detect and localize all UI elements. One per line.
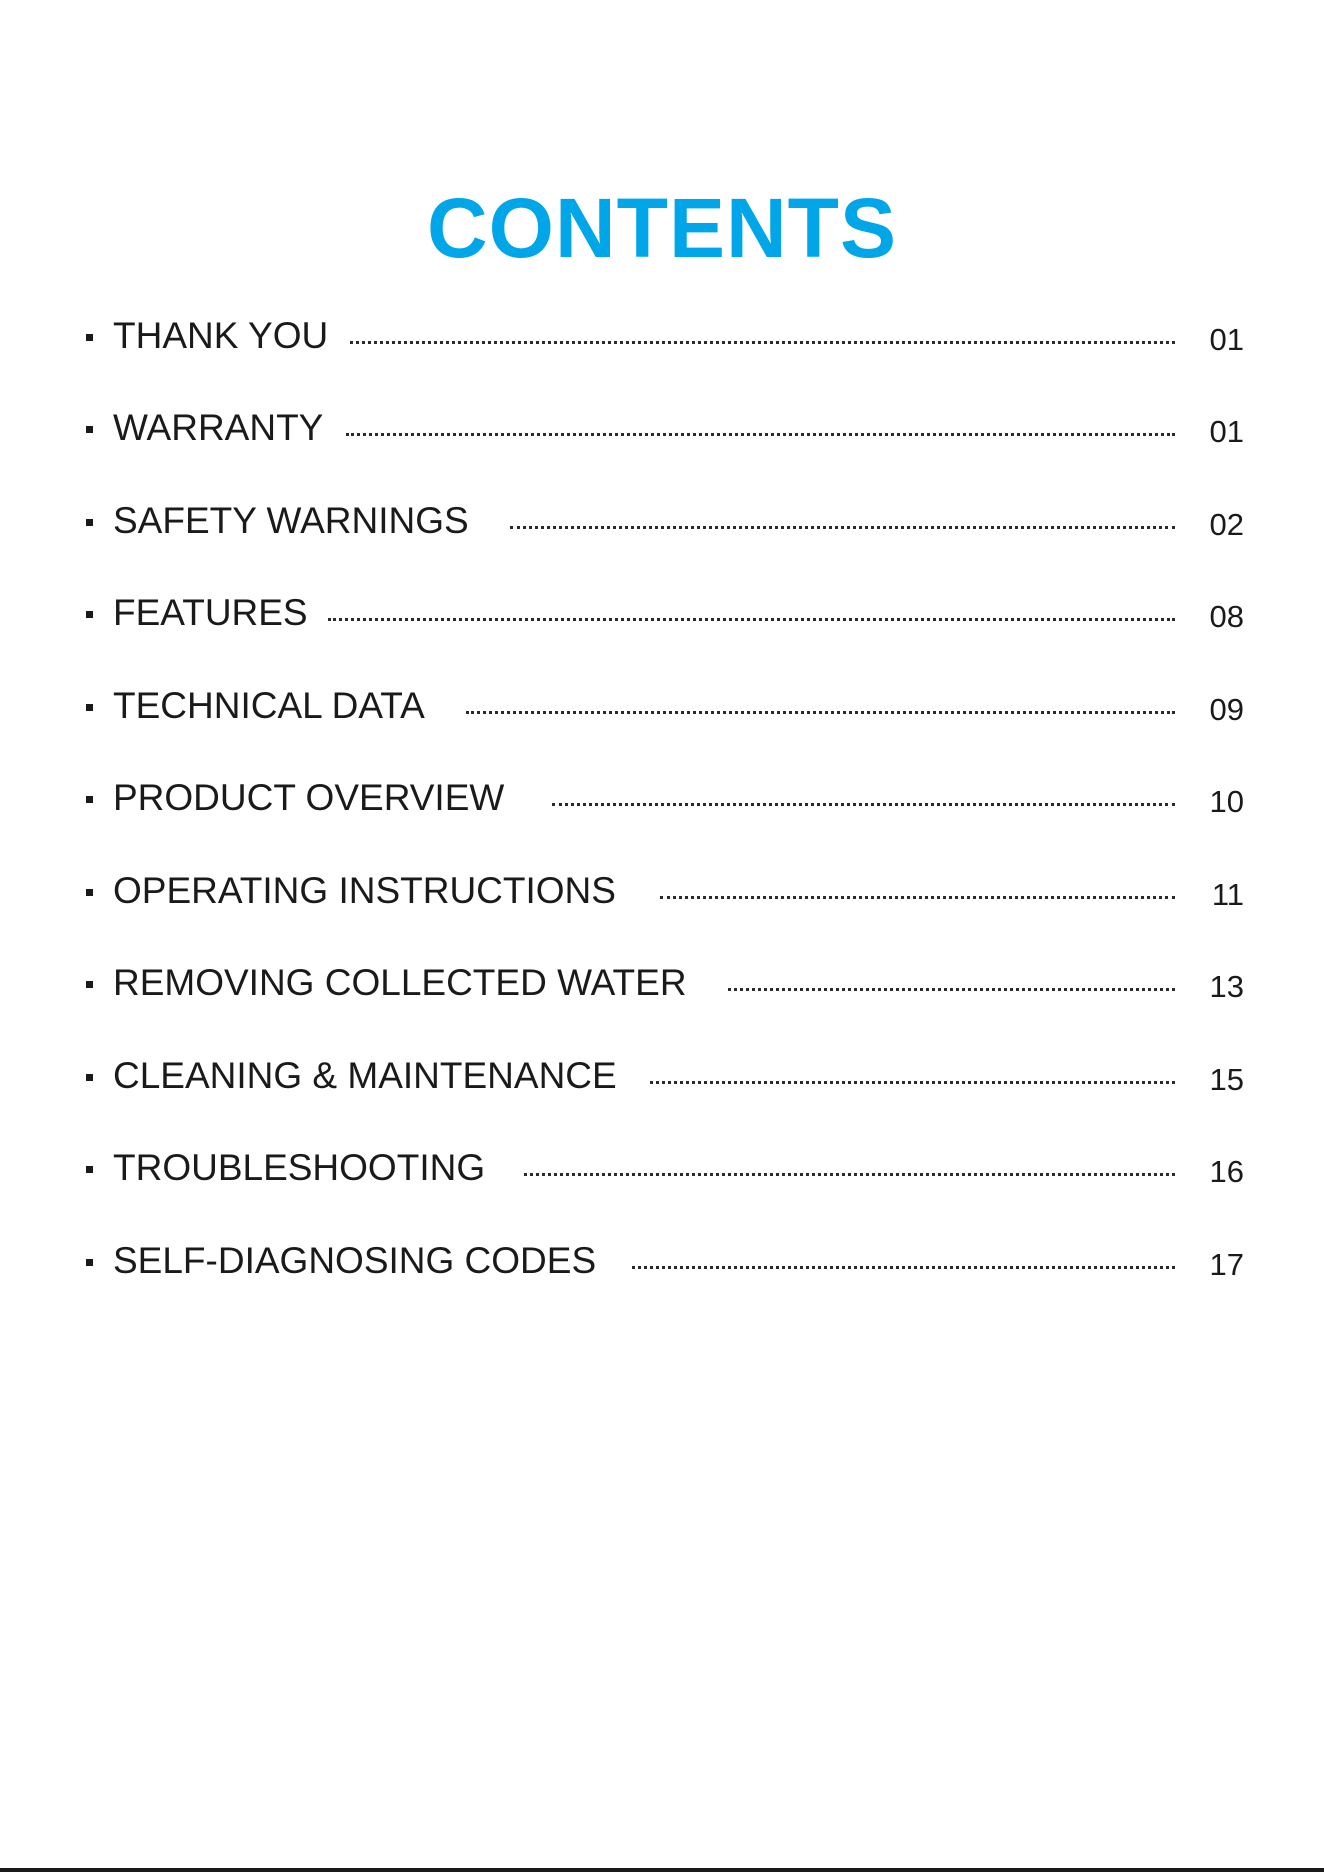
toc-entry-label: FEATURES xyxy=(113,592,308,633)
toc-entry-label: THANK YOU xyxy=(113,315,329,356)
dot-leader xyxy=(728,958,1175,991)
dot-leader xyxy=(632,1236,1175,1269)
toc-entry-label: TECHNICAL DATA xyxy=(113,685,425,726)
toc-entry[interactable] xyxy=(84,588,1244,638)
toc-entry-page-number: 11 xyxy=(1211,877,1244,912)
dot-leader xyxy=(552,773,1175,806)
dot-leader xyxy=(328,588,1175,621)
bullet-icon xyxy=(86,334,93,341)
bullet-icon xyxy=(86,1166,93,1173)
toc-entry-page-number: 09 xyxy=(1209,692,1244,727)
toc-entry[interactable] xyxy=(84,958,1244,1008)
toc-entry[interactable] xyxy=(84,681,1244,731)
toc-entry[interactable] xyxy=(84,1143,1244,1193)
toc-entry-label: SELF-DIAGNOSING CODES xyxy=(113,1240,597,1281)
toc-entry-page-number: 16 xyxy=(1209,1154,1244,1189)
bullet-icon xyxy=(86,704,93,711)
toc-entry-page-number: 01 xyxy=(1209,414,1244,449)
toc-entry-page-number: 10 xyxy=(1209,784,1244,819)
toc-entry-label: SAFETY WARNINGS xyxy=(113,500,469,541)
toc-entry-label: REMOVING COLLECTED WATER xyxy=(113,962,687,1003)
toc-entry-page-number: 01 xyxy=(1209,322,1244,357)
bullet-icon xyxy=(86,1074,93,1081)
dot-leader xyxy=(524,1143,1175,1176)
toc-entry[interactable] xyxy=(84,1051,1244,1101)
dot-leader xyxy=(466,681,1175,714)
bullet-icon xyxy=(86,1259,93,1266)
toc-entry-page-number: 17 xyxy=(1209,1247,1244,1282)
bullet-icon xyxy=(86,426,93,433)
dot-leader xyxy=(510,496,1175,529)
toc-entry-page-number: 08 xyxy=(1209,599,1244,634)
dot-leader xyxy=(346,403,1175,436)
bullet-icon xyxy=(86,889,93,896)
bottom-edge-rule xyxy=(0,1868,1324,1872)
toc-entry-label: WARRANTY xyxy=(113,407,324,448)
toc-entry[interactable] xyxy=(84,403,1244,453)
toc-entry[interactable] xyxy=(84,866,1244,916)
toc-entry-label: OPERATING INSTRUCTIONS xyxy=(113,870,616,911)
toc-entry[interactable] xyxy=(84,773,1244,823)
bullet-icon xyxy=(86,611,93,618)
toc-entry-label: TROUBLESHOOTING xyxy=(113,1147,486,1188)
bullet-icon xyxy=(86,981,93,988)
toc-entry-label: CLEANING & MAINTENANCE xyxy=(113,1055,617,1096)
bullet-icon xyxy=(86,519,93,526)
bullet-icon xyxy=(86,796,93,803)
toc-entry-page-number: 13 xyxy=(1209,969,1244,1004)
toc-entry-page-number: 02 xyxy=(1209,507,1244,542)
page-title: CONTENTS xyxy=(427,181,897,276)
toc-entry[interactable] xyxy=(84,496,1244,546)
toc-entry[interactable] xyxy=(84,1236,1244,1286)
dot-leader xyxy=(350,311,1175,344)
dot-leader xyxy=(660,866,1175,899)
toc-entry-label: PRODUCT OVERVIEW xyxy=(113,777,505,818)
toc-entry-page-number: 15 xyxy=(1209,1062,1244,1097)
toc-entry[interactable] xyxy=(84,311,1244,361)
dot-leader xyxy=(650,1051,1175,1084)
